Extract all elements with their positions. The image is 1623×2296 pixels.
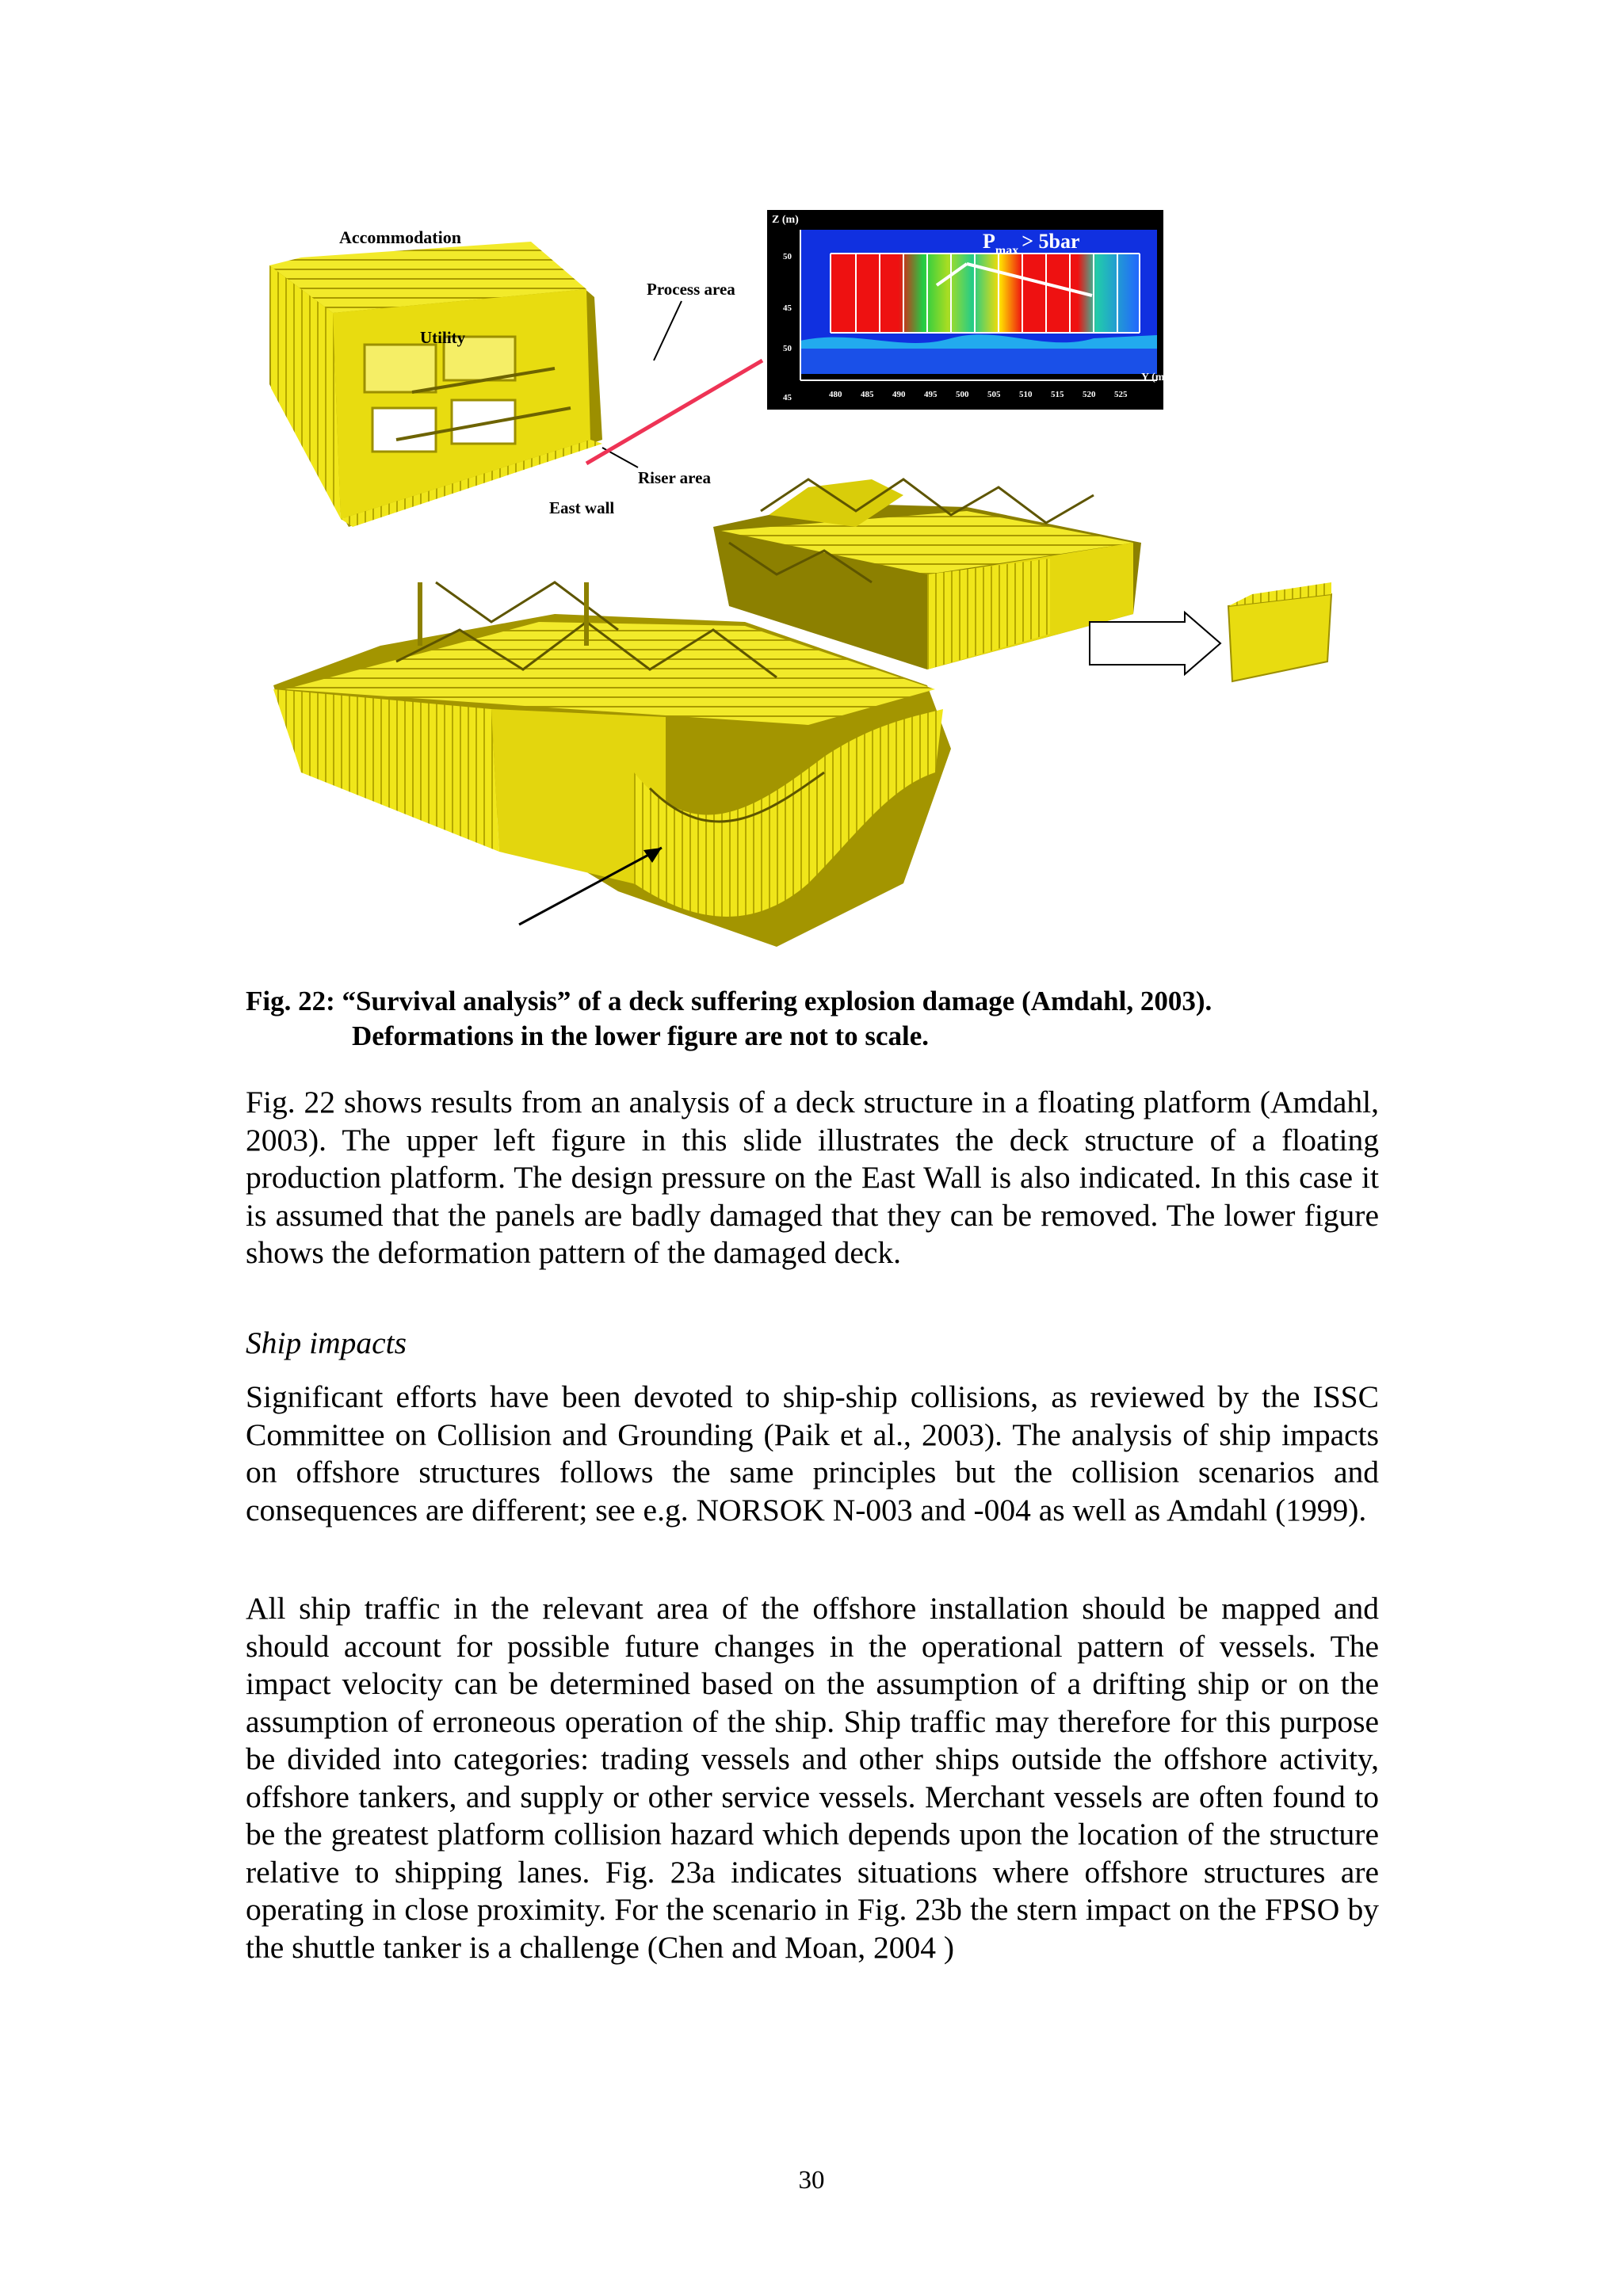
z-axis-label: Z (m) [772,214,799,226]
figure-22 [254,202,1379,947]
y-tick: 510 [1019,390,1033,399]
paragraph-ship-traffic [246,1590,1379,1966]
page-number: 30 [798,2166,825,2195]
z-tick: 45 [783,393,792,402]
caption-line-1: Fig. 22: “Survival analysis” of a deck suffering explosion damage (Amdahl, 2003). [246,986,1212,1016]
label-riser-area: Riser area [638,468,711,487]
y-tick: 505 [987,390,1001,399]
y-tick: 500 [956,390,969,399]
figure-22-graphic [254,202,1379,947]
label-east-wall: East wall [549,498,615,517]
y-tick: 515 [1051,390,1064,399]
label-utility: Utility [420,328,466,347]
figure-caption [246,984,1387,1054]
caption-line-2: Deformations in the lower figure are not to scale. [352,1020,930,1051]
east-wall-link-arrow [586,360,762,463]
pmax-annotation: $P_{max} > 5bar$ [983,230,1080,257]
y-axis-label: Y (m) [1141,372,1169,383]
z-tick: 45 [783,303,792,313]
y-tick: 485 [861,390,874,399]
y-tick: 520 [1083,390,1096,399]
pressure-map [767,210,1163,410]
y-tick: 490 [892,390,906,399]
y-tick: 525 [1114,390,1128,399]
section-heading: Ship impacts [246,1325,407,1360]
label-accommodation: Accommodation [339,227,461,247]
pointer-line-process [654,301,682,360]
y-tick: 495 [924,390,938,399]
z-tick: 50 [783,252,792,261]
y-tick: 480 [829,390,842,399]
paragraph-text: Significant efforts have been devoted to ship-ship collisions, as reviewed by the ISSC Committee on Collision and Grounding (Paik et al., 2003). The analysis of ship impacts on offshore structures follows the same principles but the collision scenarios and consequences are different; see e.g. NORSOK N-003 and -004 as well as Amdahl (1999). [246,1379,1379,1527]
paragraph-fig22-description [246,1084,1379,1272]
label-process-area: Process area [647,280,735,299]
paragraph-text: Fig. 22 shows results from an analysis of a deck structure in a floating platform (Amdahl, 2003). The upper left figure in this slide illustrates the deck structure of a floating production platform. The design pressure on the East Wall is also indicated. In this case it is assumed that the panels are badly damaged that they can be removed. The lower figure shows the deformation pattern of the damaged deck. [246,1085,1379,1270]
deck-plan-model [269,242,602,527]
paragraph-text: All ship traffic in the relevant area of the offshore installation should be mapped and should account for possible future changes in the operational pattern of vessels. The impact velocity can be determined based on the assumption of a drifting ship or on the assumption of erroneous operation of the ship. Ship traffic may therefore for this purpose be divided into categories: trading vessels and other ships outside the offshore activity, offshore tankers, and supply or other service vessels. Merchant vessels are often found to be the greatest platform collision hazard which depends upon the location of the structure relative to shipping lanes. Fig. 23a indicates situations where offshore structures are operating in close proximity. For the scenario in Fig. 23b the stern impact on the FPSO by the shuttle tanker is a challenge (Chen and Moan, 2004 ) [246,1591,1379,1965]
z-tick: 50 [783,344,792,353]
paragraph-ship-collisions [246,1379,1379,1529]
